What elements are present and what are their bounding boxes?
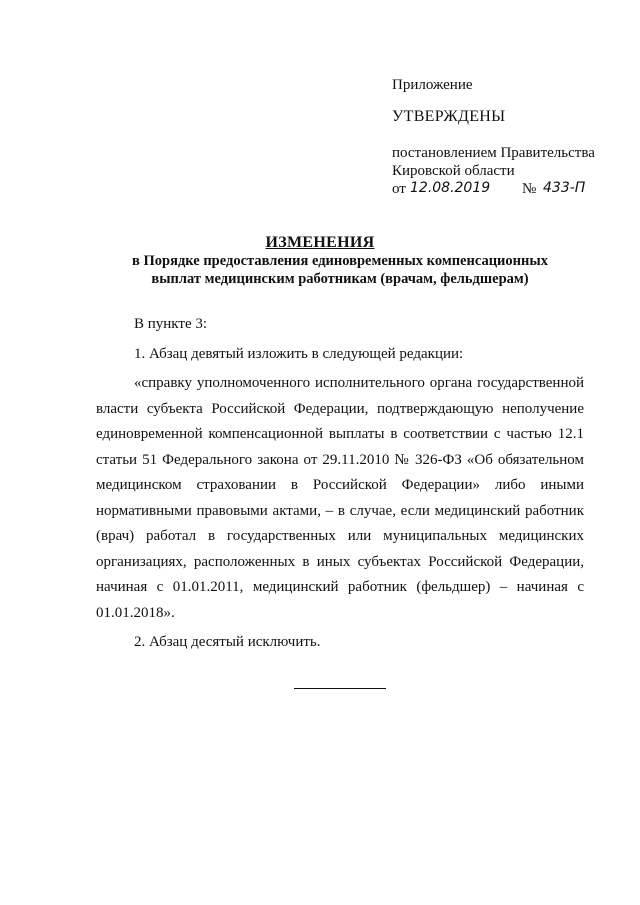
decree-date-number xyxy=(392,180,632,200)
closing-divider xyxy=(294,688,386,689)
point-heading: В пункте 3: xyxy=(134,316,208,332)
number-prefix: № xyxy=(522,181,537,197)
date-prefix: от xyxy=(392,181,406,197)
document-title: ИЗМЕНЕНИЯ xyxy=(265,234,375,251)
decree-reference xyxy=(392,144,632,200)
decree-line-2: Кировской области xyxy=(392,163,515,179)
amendment-item-1: 1. Абзац девятый изложить в следующей редакции: xyxy=(134,345,464,362)
decree-number: 433-П xyxy=(543,180,586,196)
subtitle-line-1: в Порядке предоставления единовременных компенсационных xyxy=(132,253,548,269)
approval-header xyxy=(392,76,632,200)
amendment-quote: «справку уполномоченного исполнительного органа государственной власти субъекта Российской Федерации, подтверждающую неполучение единовременной компенсационной выплаты в соответствии с частью 12.1 статьи 51 Федерального закона от 29.11.2010 № 326-ФЗ «Об обязательном медицинском страховании в Российской Федерации» либо иными нормативными правовыми актами, – в случае, если медицинский работник (врач) работал в государственных или муниципальных медицинских организациях, расположенных в иных субъектах Российской Федерации, начиная с 01.01.2011, медицинский работник (фельдшер) – начиная с 01.01.2018». xyxy=(96,375,584,621)
amendment-item-2: 2. Абзац десятый исключить. xyxy=(134,634,321,650)
document-subtitle xyxy=(120,252,560,288)
subtitle-line-2: выплат медицинским работникам (врачам, фельдшерам) xyxy=(151,271,529,287)
decree-line-1: постановлением Правительства xyxy=(392,145,595,161)
document-body xyxy=(96,312,584,660)
approved-label: УТВЕРЖДЕНЫ xyxy=(392,108,506,125)
appendix-label: Приложение xyxy=(392,77,473,93)
decree-date: 12.08.2019 xyxy=(410,180,491,196)
